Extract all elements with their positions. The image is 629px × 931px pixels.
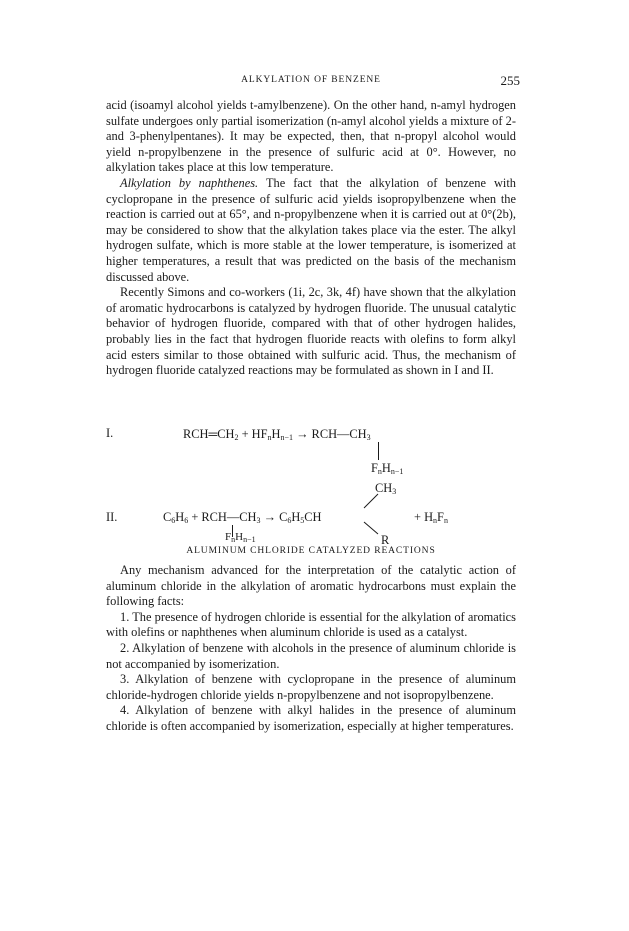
list-item: 2. Alkylation of benzene with alcohols in the presence of aluminum chloride is not accompanied by isomerization.	[106, 640, 516, 671]
page-number: 255	[500, 73, 520, 88]
facts-list	[106, 563, 516, 735]
equation-1-substituent: $F_nH_{n-1}$	[371, 461, 404, 476]
equation-2-label: II.	[106, 510, 118, 524]
section-heading: ALUMINUM CHLORIDE CATALYZED REACTIONS	[186, 546, 436, 556]
equation-2-substituent: $F_nH_{n-1}$	[225, 531, 256, 544]
running-title: ALKYLATION OF BENZENE	[241, 75, 381, 85]
equation-2: $C_6H_6$ + $RCH—CH_3 \to C_6H_5CH$	[163, 510, 322, 525]
equation-2-product: + $H_nF_n$	[414, 510, 448, 525]
equation-1-label: I.	[106, 426, 114, 440]
equation-2-ch3: $CH_3$	[375, 481, 397, 496]
paragraph-3: Recently Simons and co-workers (1i, 2c, 3k, 4f) have shown that the alkylation of aromatic hydrocarbons is catalyzed by hydrogen fluoride. The unusual catalytic behavior of hydrogen fluoride, compared with that of other hydrogen halides, probably lies in the fact that hydrogen fluoride reacts with olefins to form alkyl acid esters similar to those obtained with sulfuric acid. Thus, the mechanism of hydrogen fluoride catalyzed reactions may be formulated as shown in I and II.	[106, 285, 516, 378]
equation-2-r: R	[381, 533, 390, 547]
list-item: 4. Alkylation of benzene with alkyl halides in the presence of aluminum chloride is often accompanied by isomerization, especially at higher temperatures.	[106, 703, 516, 733]
equation-1: $RCH═CH_2 + HF_nH_{n-1}$ → $RCH—CH_3$	[183, 427, 371, 442]
section-intro: Any mechanism advanced for the interpretation of the catalytic action of aluminum chloride in the alkylation of aromatic hydrocarbons must explain the following facts:	[106, 563, 516, 609]
list-item: 3. Alkylation of benzene with cyclopropane in the presence of aluminum chloride-hydrogen chloride yields n-propylbenzene and not isopropylbenzene.	[106, 672, 516, 702]
paragraph-1: acid (isoamyl alcohol yields t-amylbenzene). On the other hand, n-amyl hydrogen sulfate undergoes only partial isomerization (n-amyl alcohol yields a mixture of 2- and 3-phenylpentanes). It may be expected, then, that n-propyl alcohol would yield n-propylbenzene in the presence of sulfuric acid at 0°. However, no alkylation takes place at this low temperature.	[106, 98, 516, 175]
list-item: 1. The presence of hydrogen chloride is essential for the alkylation of aromatics with olefins or naphthenes when aluminum chloride is used as a catalyst.	[106, 609, 516, 640]
paragraph-2-rest: The fact that the alkylation of benzene with cyclopropane in the presence of sulfuric acid yields isopropylbenzene when the reaction is carried out at 65°, and n-propylbenzene when it is carried out at 0°(2b), may be considered to show that the alkylation takes place via the ester. The alkyl hydrogen sulfate, which is more stable at the lower temperature, is isomerized at higher temperatures, a result that was predicted on the basis of the mechanism discussed above.	[106, 175, 516, 284]
paragraph-2-lead: Alkylation by naphthenes.	[120, 175, 259, 190]
